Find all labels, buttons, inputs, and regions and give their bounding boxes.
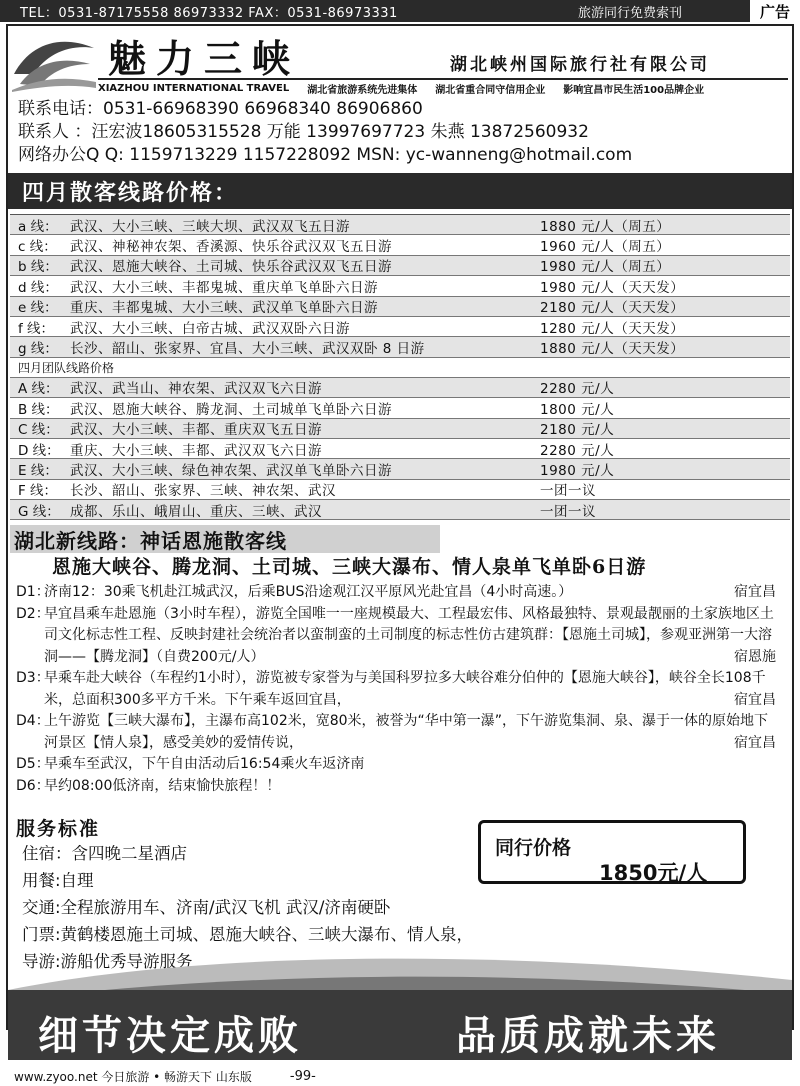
route-path: 武汉、大小三峡、绿色神农架、武汉单飞单卧六日游 [70, 463, 392, 479]
top-contact: TEL：0531-87175558 86973332 FAX：0531-86973331 [20, 5, 398, 21]
route-path: 长沙、韶山、张家界、宜昌、大小三峡、武汉双卧 8 日游 [70, 341, 425, 358]
route-code: g 线： [18, 341, 58, 358]
itinerary-day [16, 668, 776, 711]
route-code: A 线： [18, 381, 59, 398]
route-row [10, 337, 790, 357]
peer-price-label: 同行价格 [495, 837, 572, 859]
day-stay: 宿恩施 [734, 648, 776, 665]
route-price: 1800 元/人 [540, 401, 615, 418]
route-price: 2180 元/人 [540, 422, 615, 439]
day-stay: 宿宜昌 [734, 691, 776, 708]
day-label: D1： [16, 584, 50, 600]
route-path: 武汉、大小三峡、白帝古城、武汉双卧六日游 [70, 320, 350, 337]
route-code: a 线： [18, 218, 58, 235]
top-bar [0, 0, 800, 22]
day-label: D4： [16, 713, 50, 729]
route-price: 2180 元/人（天天发） [540, 300, 685, 317]
route-code: D 线： [18, 442, 60, 459]
day-text: 早宜昌乘车赴恩施（3小时车程），游览全国唯一一座规模最大、工程最宏伟、风格最独特、景观最靓丽的土家族地区土司文化标志性工程、反映封建社会统治者以蛮制蛮的土司制度的标志性仿古建筑群：【恩施土司城】，参观亚洲第一大溶洞——【腾龙洞】（自费200元/人） [44, 605, 774, 665]
group-route-row [10, 459, 790, 479]
route-path: 重庆、丰都鬼城、大小三峡、武汉单飞单卧六日游 [70, 300, 378, 317]
route-code: B 线： [18, 401, 59, 418]
company-name: 湖北峡州国际旅行社有限公司 [450, 55, 710, 75]
service-item: 门票:黄鹤楼恩施土司城、恩施大峡谷、三峡大瀑布、情人泉， [22, 925, 474, 944]
itinerary-day [16, 582, 776, 604]
service-item: 交通:全程旅游用车、济南/武汉飞机 武汉/济南硬卧 [22, 898, 391, 917]
route-row [10, 235, 790, 255]
day-text: 上午游览【三峡大瀑布】，主瀑布高102米，宽80米，被誉为“华中第一瀑”，下午游览集洞、泉、瀑于一体的原始地下河景区【情人泉】，感受美妙的爱情传说， [44, 713, 769, 751]
day-stay: 宿宜昌 [734, 584, 776, 600]
group-route-row [10, 419, 790, 439]
route-row [10, 256, 790, 276]
route-price: 2280 元/人 [540, 442, 615, 459]
route-price: 1980 元/人（天天发） [540, 279, 685, 296]
contact-block [18, 98, 632, 167]
ad-label: 广告 [750, 0, 800, 22]
honor-2: 湖北省重合同守信用企业 [435, 84, 546, 96]
day-text: 早约08:00低济南，结束愉快旅程！！ [44, 777, 281, 794]
group-route-row [10, 398, 790, 418]
day-label: D6： [16, 777, 50, 794]
route-row [10, 215, 790, 235]
route-path: 武汉、神秘神农架、香溪源、快乐谷武汉双飞五日游 [70, 239, 392, 256]
route-code: C 线： [18, 422, 59, 439]
route-path: 长沙、韶山、张家界、三峡、神农架、武汉 [70, 483, 336, 500]
route-path: 重庆、大小三峡、丰都、武汉双飞六日游 [70, 442, 322, 459]
itinerary-day [16, 604, 776, 669]
section-title: 四月散客线路价格： [8, 173, 792, 209]
route-row [10, 276, 790, 296]
route-code: E 线： [18, 463, 58, 479]
day-stay: 宿宜昌 [734, 734, 776, 751]
route-price: 1280 元/人（天天发） [540, 320, 685, 337]
service-heading: 服务标准 [16, 818, 101, 840]
day-label: D2： [16, 605, 50, 622]
route-path: 武汉、恩施大峡谷、腾龙洞、土司城单飞单卧六日游 [70, 401, 392, 418]
day-label: D5： [16, 756, 50, 772]
slogan-left: 细节决定成败 [38, 1013, 302, 1059]
route-price: 一团一议 [540, 483, 596, 500]
new-route-title: 恩施大峡谷、腾龙洞、土司城、三峡大瀑布、情人泉单飞单卧6日游 [52, 556, 647, 578]
route-path: 武汉、大小三峡、丰都鬼城、重庆单飞单卧六日游 [70, 279, 378, 296]
itinerary [16, 582, 776, 797]
route-path: 武汉、武当山、神农架、武汉双飞六日游 [70, 381, 322, 398]
route-price: 1880 元/人（周五） [540, 218, 671, 235]
itinerary-day [16, 711, 776, 754]
service-item: 用餐:自理 [22, 871, 94, 890]
group-route-row [10, 439, 790, 459]
route-code: b 线： [18, 259, 58, 276]
contact-persons: 联系人 ：汪宏波18605315528 万能 13997697723 朱燕 13872560932 [18, 122, 589, 142]
peer-price-value: 1850元/人 [599, 861, 708, 885]
route-code: G 线： [18, 503, 60, 520]
route-path: 成都、乐山、峨眉山、重庆、三峡、武汉 [70, 503, 322, 520]
route-price: 1980 元/人（周五） [540, 259, 671, 276]
route-path: 武汉、大小三峡、三峡大坝、武汉双飞五日游 [70, 218, 350, 235]
group-route-row [10, 480, 790, 500]
route-row [10, 297, 790, 317]
footer-site: www.zyoo.net 今日旅游 • 畅游天下 山东版 [14, 1069, 252, 1084]
new-route-heading: 湖北新线路：神话恩施散客线 [10, 525, 440, 553]
honor-3: 影响宜昌市民生活100品牌企业 [563, 84, 705, 96]
route-price: 2280 元/人 [540, 381, 615, 398]
route-path: 武汉、大小三峡、丰都、重庆双飞五日游 [70, 422, 322, 439]
honor-1: 湖北省旅游系统先进集体 [307, 84, 418, 96]
day-label: D3： [16, 670, 50, 686]
peer-price-box [478, 820, 746, 884]
contact-im: 网络办公Q Q: 1159713229 1157228092 MSN: yc-wanneng@hotmail.com [18, 145, 633, 165]
page-footer [0, 1066, 800, 1086]
brand-title: 魅力三峡 [108, 36, 301, 81]
route-price: 1960 元/人（周五） [540, 239, 671, 256]
day-text: 济南12：30乘飞机赴江城武汉，后乘BUS沿途观江汉平原风光赴宜昌（4小时高速。） [44, 584, 573, 600]
route-price: 1880 元/人（天天发） [540, 341, 685, 358]
route-code: F 线： [18, 483, 58, 500]
day-text: 早乘车赴大峡谷（车程约1小时），游览被专家誉为与美国科罗拉多大峡谷难分伯仲的【恩施大峡谷】，峡谷全长108千米，总面积300多平方千米。下午乘车返回宜昌， [44, 670, 766, 708]
top-slogan: 旅游同行免费索刊 [577, 5, 682, 21]
itinerary-day [16, 776, 776, 798]
slogan-right: 品质成就未来 [456, 1013, 720, 1059]
route-table [10, 214, 790, 520]
route-code: d 线： [18, 279, 58, 296]
page-number: -99- [289, 1068, 316, 1084]
route-row [10, 317, 790, 337]
route-code: f 线： [18, 320, 55, 337]
service-item: 导游:游船优秀导游服务 [22, 952, 193, 971]
route-path: 武汉、恩施大峡谷、土司城、快乐谷武汉双飞五日游 [70, 259, 392, 276]
service-item: 住宿：含四晚二星酒店 [22, 844, 187, 863]
header-subline [98, 78, 788, 96]
group-route-row [10, 378, 790, 398]
route-price: 一团一议 [540, 503, 596, 520]
group-route-row [10, 500, 790, 520]
route-code: e 线： [18, 300, 58, 317]
contact-phone: 联系电话：0531-66968390 66968340 86906860 [18, 99, 423, 119]
route-code: c 线： [18, 239, 57, 256]
itinerary-day [16, 754, 776, 776]
day-text: 早乘车至武汉，下午自由活动后16:54乘火车返济南 [44, 756, 365, 772]
wave-logo-icon [10, 34, 98, 94]
route-price: 1980 元/人 [540, 463, 615, 479]
group-title: 四月团队线路价格 [10, 358, 790, 378]
english-name: XIAZHOU INTERNATIONAL TRAVEL [98, 82, 290, 94]
